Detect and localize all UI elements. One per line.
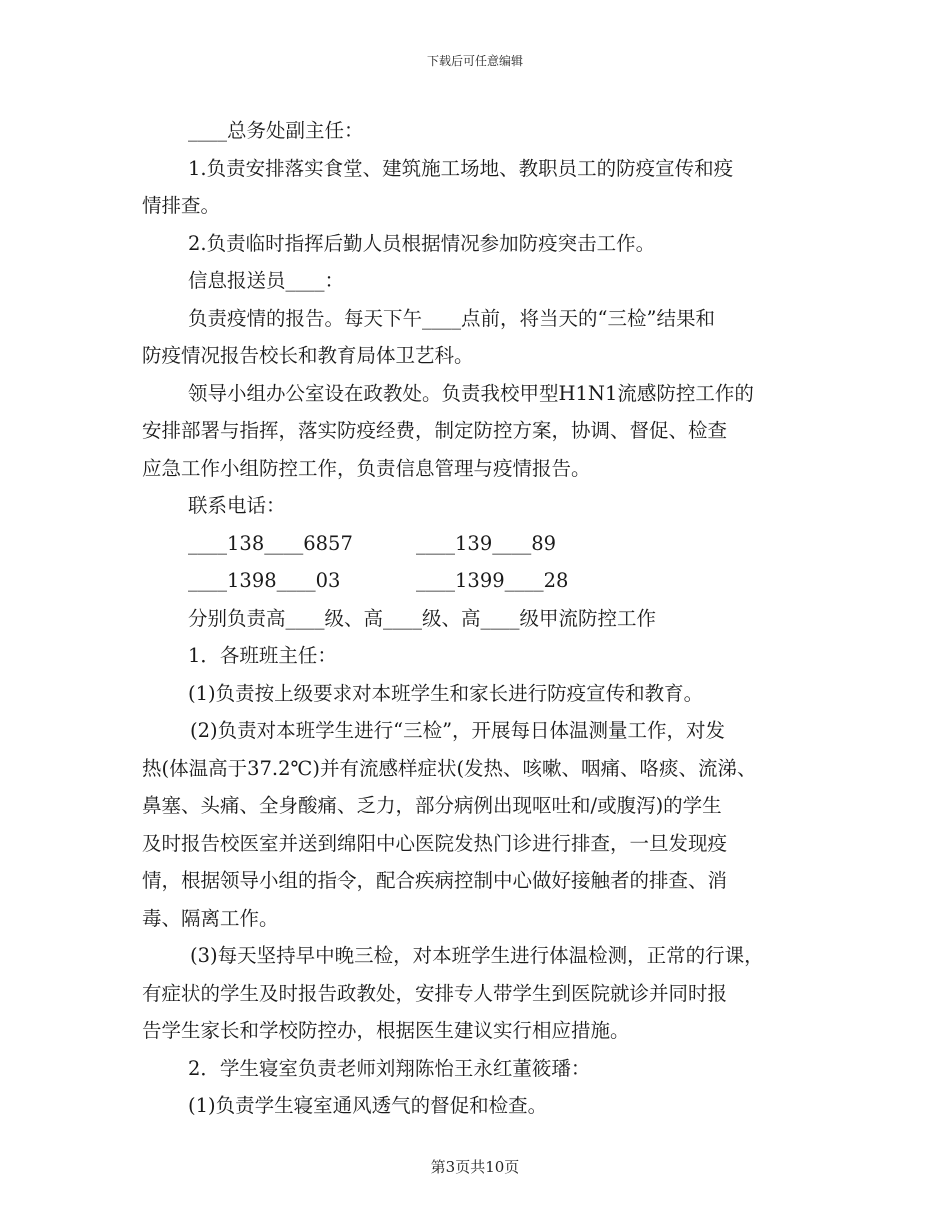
paragraph-line: 信息报送员____： bbox=[188, 269, 345, 292]
page-header: 下载后可任意编辑 bbox=[426, 54, 523, 68]
paragraph-line: 领导小组办公室设在政教处。负责我校甲型H1N1流感防控工作的 bbox=[188, 381, 754, 405]
paragraph-line: 防疫情况报告校长和教育局体卫艺科。 bbox=[142, 344, 474, 367]
phone-number: ____1399____28 bbox=[416, 569, 569, 592]
paragraph-line: (1)负责按上级要求对本班学生和家长进行防疫宣传和教育。 bbox=[188, 681, 704, 705]
paragraph-line: 情排查。 bbox=[142, 194, 221, 217]
paragraph-line: ____总务处副主任： bbox=[188, 119, 364, 142]
phone-number: ____1398____03 bbox=[188, 569, 341, 592]
paragraph-line: 1．各班班主任： bbox=[188, 644, 337, 667]
paragraph-line: 1.负责安排落实食堂、建筑施工场地、教职员工的防疫宣传和疫 bbox=[188, 156, 734, 180]
paragraph-line: 分别负责高____级、高____级、高____级甲流防控工作 bbox=[188, 606, 657, 630]
paragraph-line: 安排部署与指挥，落实防疫经费，制定防控方案，协调、督促、检查 bbox=[142, 419, 728, 442]
paragraph-line: 联系电话： bbox=[188, 494, 286, 517]
paragraph-line: (1)负责学生寝室通风透气的督促和检查。 bbox=[188, 1094, 548, 1117]
paragraph-line: (3)每天坚持早中晚三检，对本班学生进行体温检测，正常的行课， bbox=[190, 944, 764, 967]
paragraph-line: 应急工作小组防控工作，负责信息管理与疫情报告。 bbox=[142, 456, 591, 480]
paragraph-line: 有症状的学生及时报告政教处，安排专人带学生到医院就诊并同时报 bbox=[142, 981, 728, 1005]
paragraph-line: (2)负责对本班学生进行“三检”，开展每日体温测量工作，对发 bbox=[190, 719, 726, 742]
paragraph-line: 鼻塞、头痛、全身酸痛、乏力，部分病例出现呕吐和/或腹泻)的学生 bbox=[142, 794, 722, 817]
document-body bbox=[142, 112, 832, 1125]
phone-row bbox=[142, 525, 832, 563]
paragraph-line: 情，根据领导小组的指令，配合疾病控制中心做好接触者的排查、消 bbox=[142, 869, 728, 892]
paragraph-line: 热(体温高于37.2℃)并有流感样症状(发热、咳嗽、咽痛、咯痰、流涕、 bbox=[142, 756, 757, 780]
phone-number: ____139____89 bbox=[416, 531, 557, 555]
paragraph-line: 负责疫情的报告。每天下午____点前，将当天的“三检”结果和 bbox=[188, 306, 715, 330]
paragraph-line: 2．学生寝室负责老师刘翔陈怡王永红董筱璠： bbox=[188, 1056, 591, 1080]
page-footer: 第3页共10页 bbox=[430, 1158, 520, 1176]
phone-row bbox=[142, 562, 832, 600]
paragraph-line: 告学生家长和学校防控办，根据医生建议实行相应措施。 bbox=[142, 1019, 630, 1042]
paragraph-line: 及时报告校医室并送到绵阳中心医院发热门诊进行排查，一旦发现疫 bbox=[142, 831, 728, 855]
phone-number: ____138____6857 bbox=[188, 531, 353, 555]
paragraph-line: 毒、隔离工作。 bbox=[142, 906, 279, 930]
paragraph-line: 2.负责临时指挥后勤人员根据情况参加防疫突击工作。 bbox=[188, 231, 656, 255]
